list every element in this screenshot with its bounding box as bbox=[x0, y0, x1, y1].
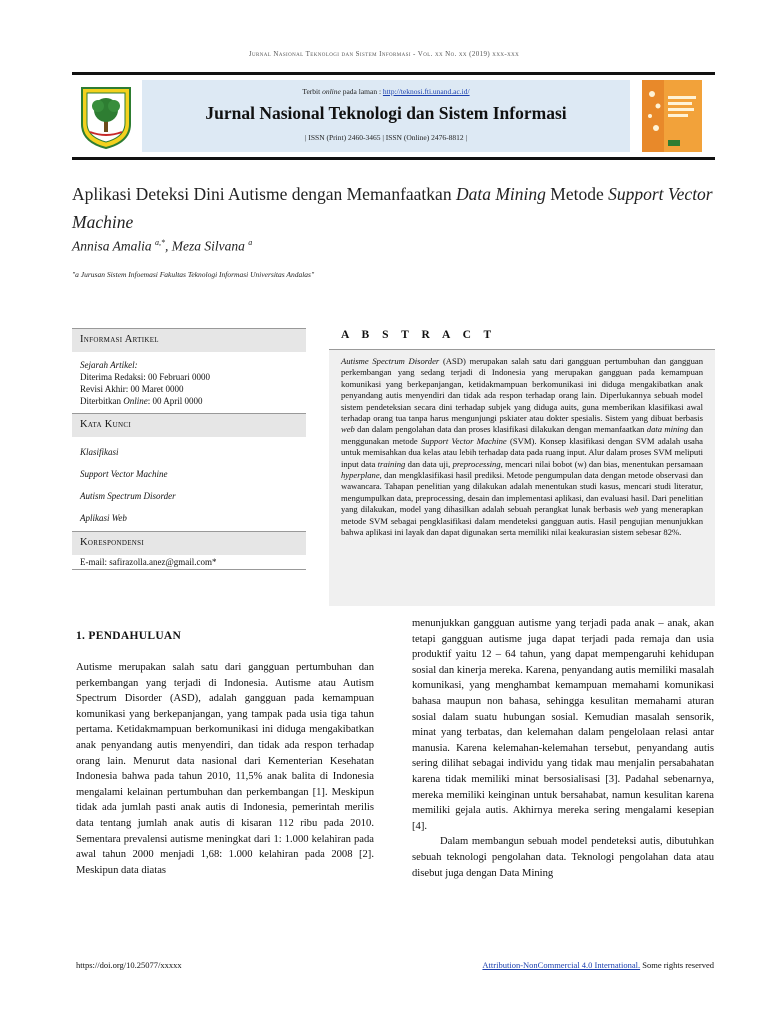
masthead-rule-top bbox=[72, 72, 715, 75]
author-1-sup: a,* bbox=[155, 238, 166, 247]
abstract-em: training bbox=[377, 458, 406, 469]
abstract-heading: A B S T R A C T bbox=[329, 328, 715, 350]
abstract-em: web bbox=[341, 424, 355, 435]
abstract-run: dan dalam pengolahan data dan proses klasifikasi dilakukan dengan memanfaatkan bbox=[354, 424, 647, 435]
published-date bbox=[80, 395, 298, 407]
title-part1: Aplikasi Deteksi Dini Autisme dengan Memanfaatkan bbox=[72, 184, 456, 204]
section-heading: 1. PENDAHULUAN bbox=[76, 630, 182, 642]
revised-date: Revisi Akhir: 00 Maret 0000 bbox=[80, 384, 184, 394]
online-prefix: Terbit bbox=[302, 87, 323, 96]
paper-title bbox=[72, 180, 722, 236]
title-part4: Support Vector Machine bbox=[72, 184, 713, 232]
received-date: Diterima Redaksi: 00 Februari 0000 bbox=[80, 372, 210, 382]
doi-link[interactable]: https://doi.org/10.25077/xxxxx bbox=[76, 960, 182, 970]
online-notice bbox=[142, 87, 630, 96]
body-left-column bbox=[76, 660, 374, 878]
article-info-heading: Informasi Artikel bbox=[72, 328, 306, 352]
history-label: Sejarah Artikel: bbox=[80, 360, 138, 370]
abstract-em: data mining bbox=[646, 424, 689, 435]
author-1: Annisa Amalia bbox=[72, 238, 156, 254]
keywords-heading: Kata Kunci bbox=[72, 413, 306, 437]
issn-line: | ISSN (Print) 2460-3465 | ISSN (Online) 2476-8812 | bbox=[304, 133, 467, 142]
abstract-run: , mencari nilai bobot (w) dan bias, menentukan persamaan bbox=[500, 458, 703, 469]
online-middle: pada laman : bbox=[340, 87, 383, 96]
journal-banner bbox=[142, 80, 630, 152]
abstract-text bbox=[329, 350, 715, 606]
university-logo bbox=[76, 84, 136, 150]
abstract-em: web bbox=[624, 504, 639, 515]
body-right-column bbox=[412, 616, 714, 881]
abstract-em: Support Vector Machine bbox=[421, 435, 507, 446]
online-em: online bbox=[322, 87, 341, 96]
abstract-em: Autisme Spectrum Disorder bbox=[341, 356, 440, 366]
running-head: Jurnal Nasional Teknologi dan Sistem Informasi - Vol. xx No. xx (2019) xxx-xxx bbox=[248, 50, 520, 58]
journal-title: Jurnal Nasional Teknologi dan Sistem Informasi bbox=[205, 103, 567, 123]
keyword-item: Support Vector Machine bbox=[80, 469, 168, 479]
body-paragraph: Autisme merupakan salah satu dari gangguan pertumbuhan dan perkembangan yang terjadi di Indonesia. Autisme atau Autism Spectrum Disorder (ASD), adalah gangguan pada kemampuan komunikasi yang berkepanjangan, yang tampak pada usia tiga tahun pertama. Ketidakmampuan berkomunikasi ini diduga mengakibatkan anak penyandang autis menyendiri, dan tidak ada respon terhadap orang lain. Menurut data nasional dari Kementerian Kesehatan Indonesia bahwa pada tahun 2010, 11,5% anak balita di Indonesia mengalami kelainan pertumbuhan dan perkembangan [1]. Meskipun tidak ada jumlah pasti anak autis di Indonesia, pemerintah merilis data tentang jumlah anak autis di kisaran 112 ribu pada 2010. Sementara prevalensi autisme meningkat dari 1: 1.000 kelahiran pada awal tahun 2000 menjadi 1,68: 1.000 kelahiran pada 2008 [2]. Meskipun data diatas bbox=[76, 662, 374, 876]
abstract-run: (ASD) merupakan salah satu dari gangguan pertumbuhan dan gangguan perkembangan yang sedang terjadi di Indonesia yang merupakan gangguan pada kemampuan komunikasi yang berkepanjangan, ketidakmampuan berkomunikasi ini diduga mengakibatkan anak penyandang autis menyendiri dan tidak ada respon terhadap orang lain. Diperlukannya sebuah model sistem pendeteksian secara dini terhadap subjek yang diduga auits, guna memberikan klasifikasi awal terhadap orang tua tanpa harus mengunjungi pskiater atau dokter spesialis. Sistem yang dibuat berbasis bbox=[341, 356, 703, 424]
abstract-em: preprocessing bbox=[452, 458, 501, 469]
abstract-run: dan menggunakan metode bbox=[341, 424, 703, 446]
abstract-run: (SVM). Konsep klasifikasi dengan SVM adalah usaha untuk memisahkan dua kelas atau lebih terhadap data pada ruang input. Alur dalam proses SVM meliputi input data bbox=[341, 435, 703, 469]
body-paragraph: Dalam membangun sebuah model pendeteksi autis, dibutuhkan sebuah teknologi pengolahan data. Teknologi pengolahan data atau disebut juga dengan Data Mining bbox=[412, 836, 714, 879]
journal-url-link[interactable]: http://teknosi.fti.unand.ac.id/ bbox=[382, 87, 470, 96]
license-notice bbox=[482, 960, 714, 970]
abstract-run: yang menerapkan metode SVM sebagai pengklasifikasi dalam mendeteksi gangguan autis. Hasil pengujian menunjukkan bahwa aplikasi ini layak dan dapat digunakan serta memiliki nilai keakurasian sistem sebesar 82%. bbox=[341, 504, 704, 538]
body-paragraph: menunjukkan gangguan autisme yang terjadi pada anak – anak, akan tetapi gangguan autisme juga dapat terjadi pada remaja dan usia produktif yaitu 12 – 64 tahun, yang dapat mempengaruhi kehidupan sosial dan kinerja mereka. Karena, penyandang autis memiliki masalah komunikasi, yang menghambat kemampuan memahami komunikasi bahasa maupun non bahasa, sehingga kesulitan memahami aturan sosial dalam suatu hubungan sosial. Kemudian masalah sensorik, minat yang terbatas, dan kelemahan dalam pengelolaan relasi antar manusia. Karena kelemahan-kelemahan tersebut, penyandang autis sering dilihat sebagai individu yang tidak mau menjalin persabahatan karena tidak memiliki minat bersosialisasi [3]. Padahal sebenarnya, mereka memiliki keinginan untuk bersahabat, namun kesulitan karena memiliki gejala autis. Akhirnya mereka sering mengalami kesepian [4]. bbox=[412, 618, 714, 832]
journal-cover-thumbnail bbox=[642, 80, 702, 152]
published-suffix: : 00 April 0000 bbox=[147, 396, 203, 406]
license-suffix: Some rights reserved bbox=[640, 960, 714, 970]
keyword-item: Klasifikasi bbox=[80, 447, 119, 457]
license-link[interactable]: Attribution-NonCommercial 4.0 International. bbox=[482, 960, 641, 970]
keywords-list bbox=[72, 437, 306, 531]
title-part3: Metode bbox=[545, 184, 609, 204]
author-2-sup: a bbox=[248, 238, 253, 247]
title-part2: Data Mining bbox=[455, 184, 546, 204]
abstract-run: , dan mengklasifikasi hasil prediksi. Metode pengumpulan data dengan metode observasi dan wawancara. Tahapan penelitian yang dilakukan adalah menentukan studi kasus, mencari studi literatur, mengumpulkan data, preprocessing, desain dan implementasi aplikasi, dan evaluasi hasil. Dari penelitian yang dilakukan, model yang dihasilkan adalah sebuah perangkat lunak berbasis bbox=[341, 470, 703, 515]
article-info-panel bbox=[72, 328, 306, 570]
author-2: , Meza Silvana bbox=[165, 238, 249, 254]
abstract-panel bbox=[329, 328, 715, 606]
affiliation: "a Jurusan Sistem Infoemasi Fakultas Teknologi Informasi Universitas Andalas" bbox=[72, 270, 315, 279]
correspondence-heading: Korespondensi bbox=[72, 531, 306, 555]
article-history bbox=[72, 352, 306, 413]
correspondence-email: E-mail: safirazolla.anez@gmail.com* bbox=[72, 555, 306, 570]
abstract-run: dan data uji, bbox=[405, 458, 453, 469]
authors bbox=[72, 238, 252, 255]
published-prefix: Diterbitkan bbox=[80, 396, 124, 406]
published-em: Online bbox=[123, 396, 148, 406]
keyword-item: Aplikasi Web bbox=[80, 513, 127, 523]
abstract-em: hyperplane bbox=[341, 470, 380, 481]
keyword-item: Autism Spectrum Disorder bbox=[80, 491, 176, 501]
masthead-rule-bottom bbox=[72, 157, 715, 160]
